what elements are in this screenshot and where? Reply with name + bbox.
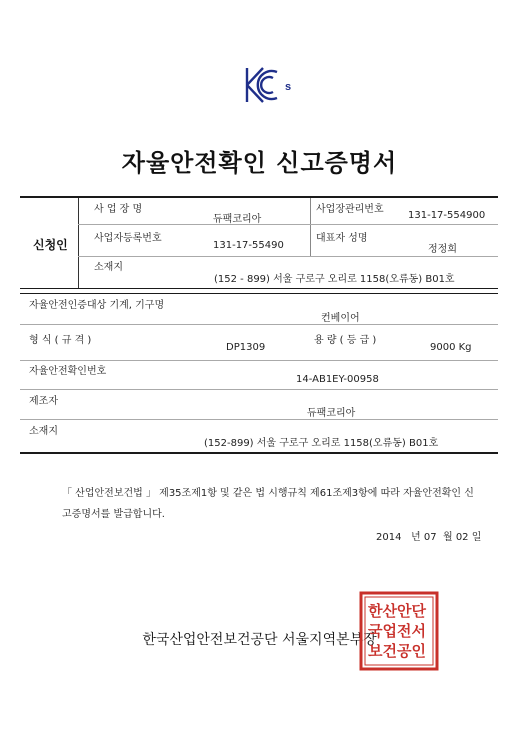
issue-date (376, 528, 481, 543)
applicant-divider (78, 198, 79, 288)
site-mgmt-no-value: 131-17-554900 (408, 210, 486, 221)
row-line (20, 324, 498, 325)
kcs-logo (237, 64, 295, 106)
row-line (20, 389, 498, 390)
model-value: DP1309 (226, 342, 266, 353)
date-year-unit: 년 (411, 532, 421, 543)
svg-text:보건공인: 보건공인 (368, 642, 426, 660)
capacity-value: 9000 Kg (430, 342, 472, 353)
product-top-border (20, 293, 498, 294)
applicant-bottom-border (20, 288, 498, 289)
svg-text:s: s (285, 81, 292, 93)
biz-reg-no-label: 사업자등록번호 (94, 233, 162, 244)
date-day: 02 (455, 532, 469, 543)
representative-value: 정정희 (428, 244, 457, 255)
svg-text:국업전서: 국업전서 (368, 622, 426, 640)
column-divider (310, 198, 311, 256)
capacity-label: 용 량 ( 등 급 ) (314, 335, 377, 346)
manufacturer-label: 제조자 (29, 396, 58, 407)
date-month: 07 (423, 532, 437, 543)
applicant-section-label: 신청인 (33, 238, 68, 252)
product-name-value: 컨베이어 (321, 313, 360, 324)
table-bottom-border (20, 452, 498, 454)
manufacturer-address-value: (152-899) 서울 구로구 오리로 1158(오류동) B01호 (204, 438, 439, 449)
date-day-unit: 일 (471, 532, 482, 543)
document-title: 자율안전확인 신고증명서 (121, 149, 398, 177)
row-line (78, 256, 498, 257)
statement-text: 「 산업안전보건법 」 제35조제1항 및 같은 법 시행규칙 제61조제3항에 따라 자율안전확인 신고증명서를 발급합니다. (62, 488, 474, 520)
business-name-label: 사 업 장 명 (94, 204, 143, 215)
date-month-unit: 월 (442, 532, 453, 543)
svg-text:한산안단: 한산안단 (368, 602, 426, 620)
confirm-no-label: 자율안전확인번호 (29, 366, 107, 377)
model-label: 형 식 ( 규 격 ) (29, 335, 92, 346)
issuer-name: 한국산업안전보건공단 서울지역본부장 (142, 632, 377, 648)
manufacturer-address-label: 소재지 (29, 426, 58, 437)
table-top-border (20, 196, 498, 198)
row-line (20, 419, 498, 420)
biz-reg-no-value: 131-17-55490 (213, 240, 284, 251)
site-mgmt-no-label: 사업장관리번호 (316, 204, 384, 215)
business-name-value: 듀팩코리아 (213, 214, 262, 225)
product-name-label: 자율안전인증대상 기계, 기구명 (29, 300, 165, 311)
row-line (20, 360, 498, 361)
confirm-no-value: 14-AB1EY-00958 (296, 374, 379, 385)
applicant-address-label: 소재지 (94, 262, 123, 273)
official-seal (358, 590, 440, 672)
manufacturer-value: 듀팩코리아 (307, 408, 356, 419)
representative-label: 대표자 성명 (316, 233, 368, 244)
date-year: 2014 (376, 532, 402, 543)
applicant-address-value: (152 - 899) 서울 구로구 오리로 1158(오류동) B01호 (214, 274, 455, 285)
row-line (78, 224, 498, 225)
